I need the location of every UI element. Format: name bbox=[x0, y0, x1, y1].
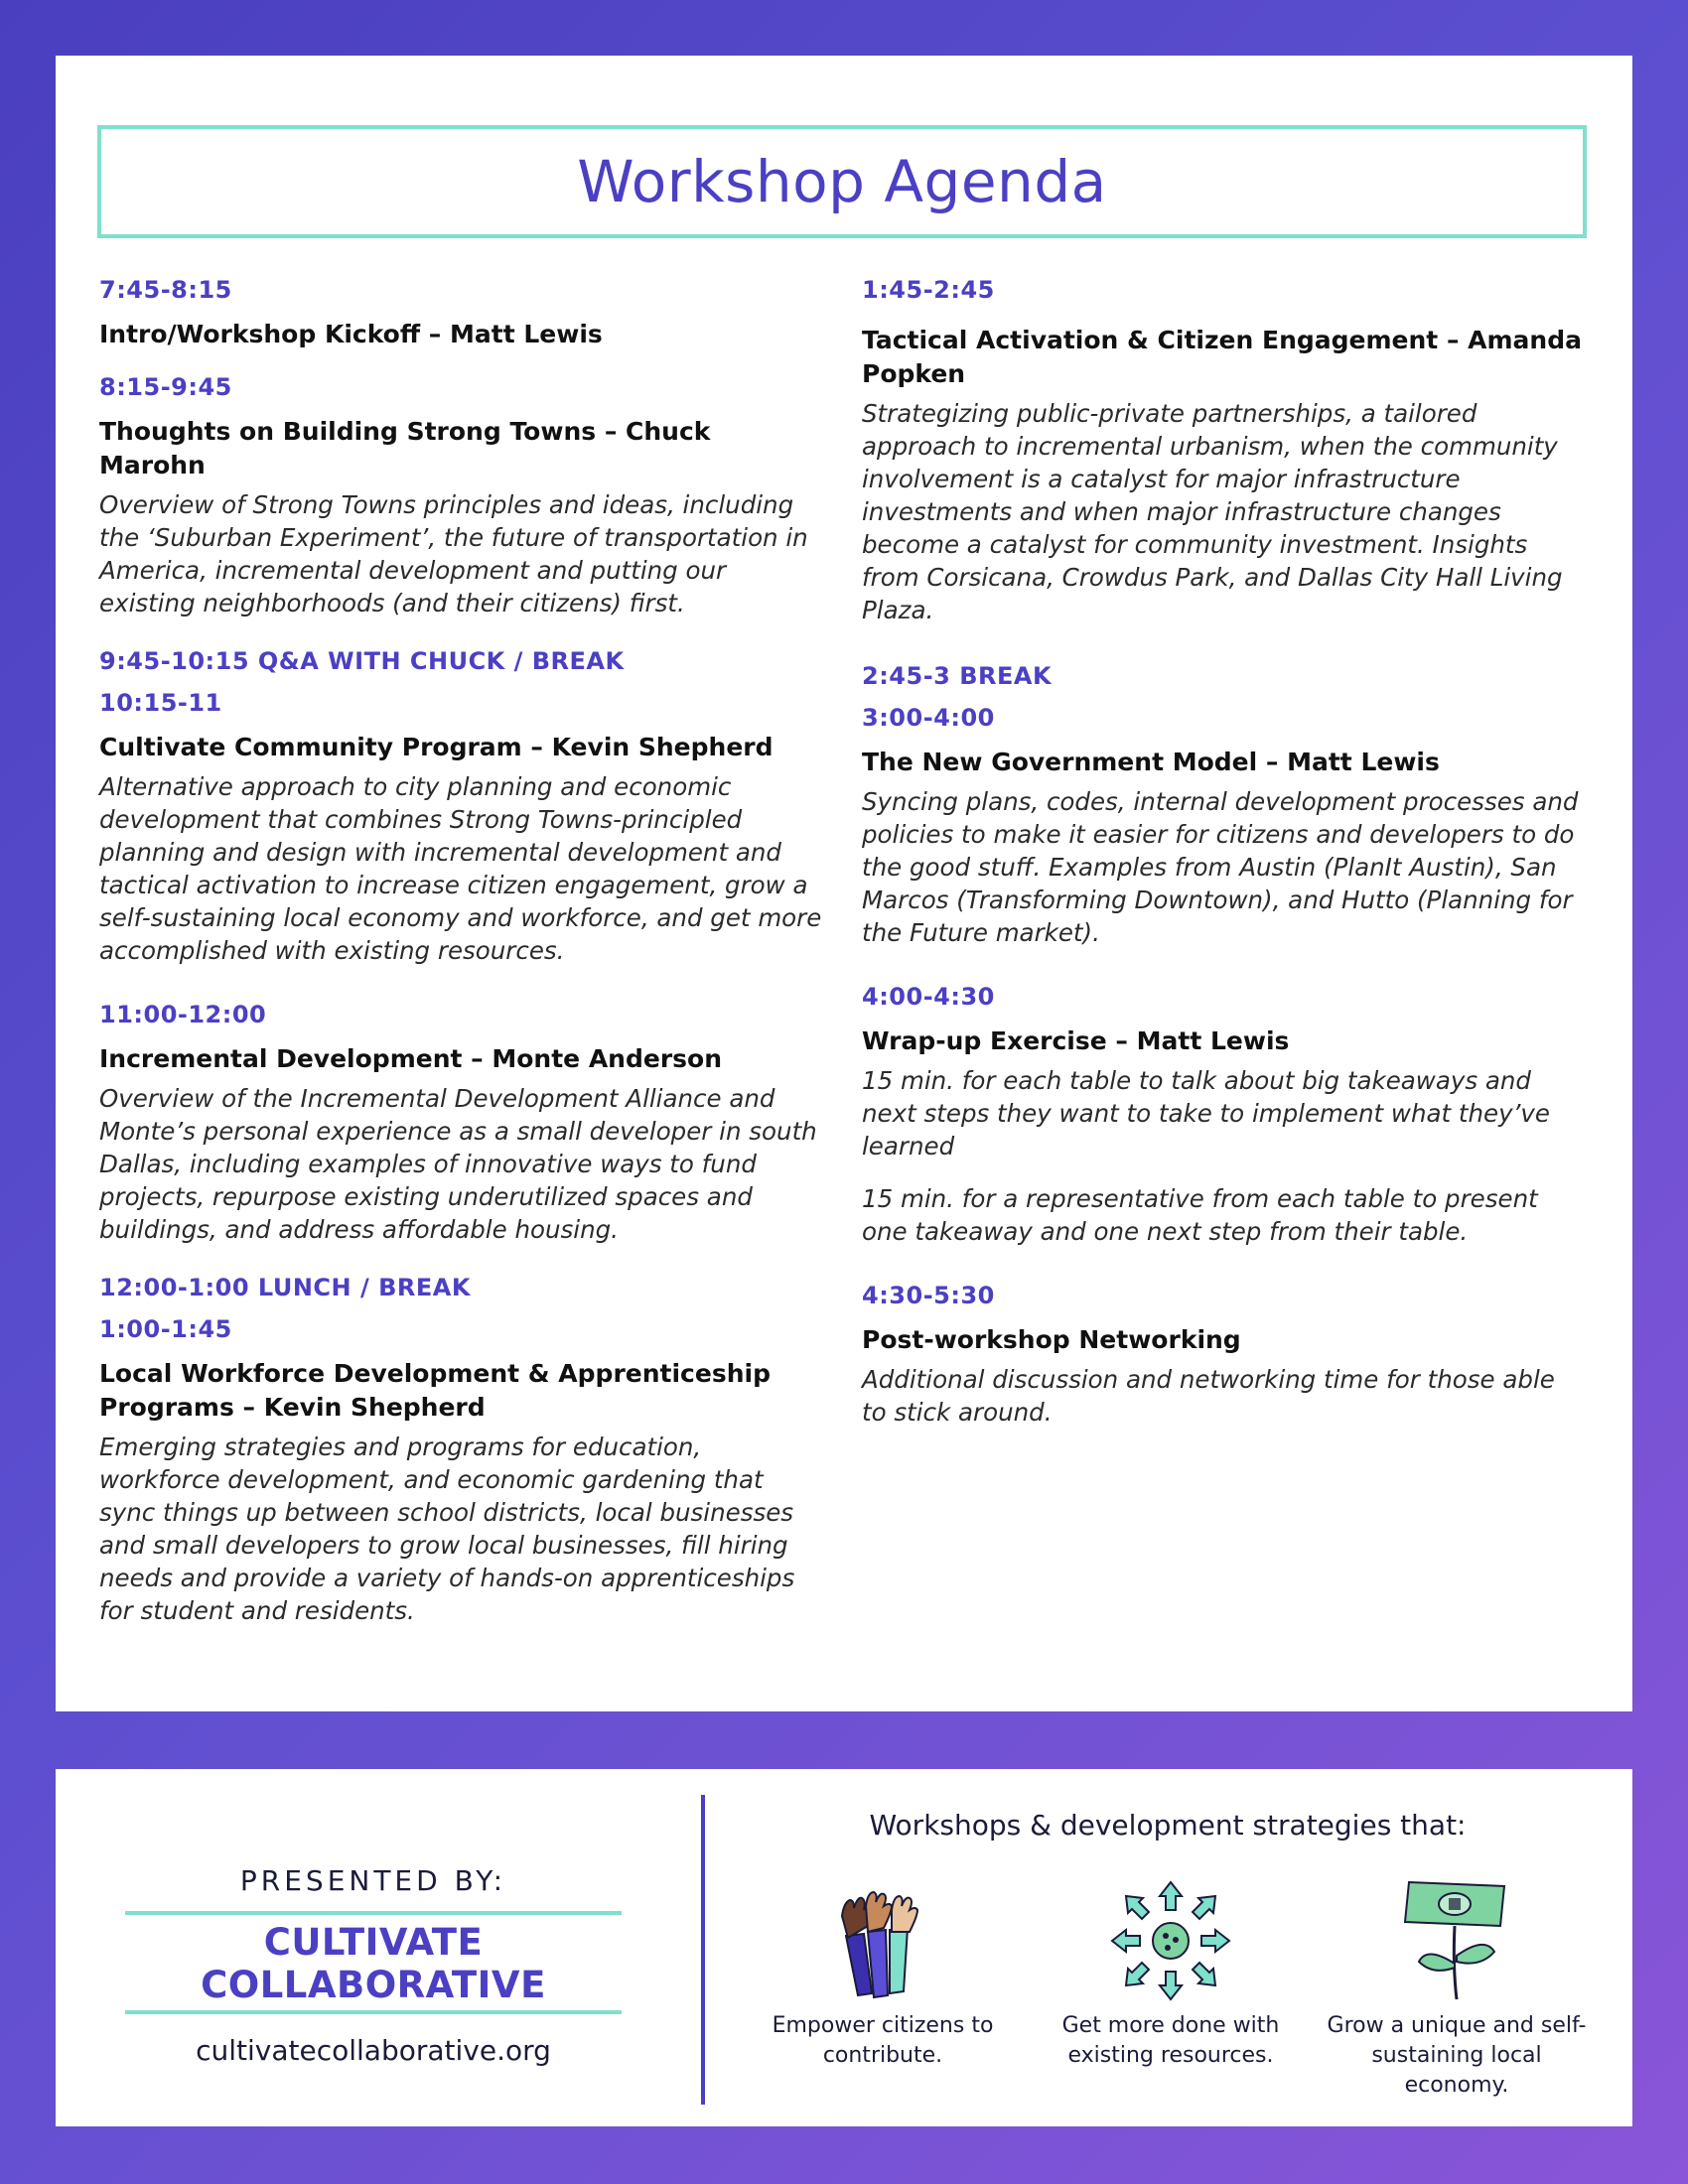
agenda-description: Emerging strategies and programs for education, workforce development, and economic gardening that sync things up between school districts, local businesses and small developers to grow local businesses, fill hiring needs and provide a variety of hands-on apprenticeships for student and residents. bbox=[99, 1433, 795, 1625]
money-plant-icon bbox=[1397, 1876, 1516, 2005]
agenda-heading: Incremental Development – Monte Anderson bbox=[99, 1044, 723, 1073]
agenda-heading: Thoughts on Building Strong Towns – Chuck Marohn bbox=[99, 417, 711, 479]
agenda-item bbox=[862, 983, 1587, 1248]
agenda-description: Strategizing public-private partnerships, a tailored approach to incremental urbanism, when the community involvement is a catalyst for major infrastructure investments and when major infrastructure changes become a catalyst for community investment. Insights from Corsicana, Crowdus Park, and Dallas City Hall Living Plaza. bbox=[862, 399, 1563, 624]
radiating-arrows-icon bbox=[1106, 1876, 1235, 2005]
agenda-item bbox=[862, 662, 1587, 690]
strategy-grow bbox=[1323, 1876, 1591, 2101]
title-box bbox=[97, 125, 1587, 238]
agenda-time: 7:45-8:15 bbox=[99, 276, 232, 304]
footer-card bbox=[56, 1769, 1632, 2126]
agenda-description: Syncing plans, codes, internal development processes and policies to make it easier for citizens and developers to do the good stuff. Examples from Austin (PlanIt Austin), San Marcos (Transforming Downtown), and Hutto (Planning for the Future market). bbox=[862, 787, 1579, 947]
agenda-item bbox=[862, 1282, 1587, 1429]
agenda-heading: Post-workshop Networking bbox=[862, 1325, 1241, 1354]
raised-hands-icon bbox=[828, 1876, 937, 2005]
agenda-time: 3:00-4:00 bbox=[862, 704, 995, 732]
agenda-description: Additional discussion and networking time for those able to stick around. bbox=[862, 1365, 1555, 1427]
agenda-item bbox=[862, 276, 1587, 626]
strategy-caption: Grow a unique and self-sustaining local economy. bbox=[1327, 2013, 1587, 2098]
agenda-item bbox=[99, 1274, 824, 1301]
footer-divider bbox=[701, 1795, 705, 2105]
strategy-resources bbox=[1037, 1876, 1305, 2071]
agenda-card bbox=[56, 56, 1632, 1711]
agenda-item bbox=[99, 1001, 824, 1246]
strategy-caption: Get more done with existing resources. bbox=[1061, 2013, 1280, 2068]
agenda-heading: Wrap-up Exercise – Matt Lewis bbox=[862, 1026, 1290, 1055]
agenda-time: 8:15-9:45 bbox=[99, 373, 232, 401]
agenda-time: 11:00-12:00 bbox=[99, 1001, 267, 1028]
presented-by-label: PRESENTED BY: bbox=[239, 1864, 507, 1897]
agenda-description: Overview of the Incremental Development Alliance and Monte’s personal experience as a small developer in south Dallas, including examples of innovative ways to fund projects, repurpose existing underutilized spaces and buildings, and address affordable housing. bbox=[99, 1084, 817, 1244]
agenda-time: 1:45-2:45 bbox=[862, 276, 995, 304]
strategies-title: Workshops & development strategies that: bbox=[869, 1809, 1467, 1842]
agenda-description: 15 min. for each table to talk about big takeaways and next steps they want to take to implement what they’ve learned bbox=[862, 1066, 1550, 1160]
agenda-break: 12:00-1:00 LUNCH / BREAK bbox=[99, 1274, 471, 1301]
agenda-item bbox=[862, 704, 1587, 949]
agenda-heading: Tactical Activation & Citizen Engagement – Amanda Popken bbox=[862, 326, 1582, 388]
agenda-time: 4:00-4:30 bbox=[862, 983, 995, 1011]
agenda-item bbox=[99, 276, 824, 351]
agenda-right-column bbox=[862, 276, 1587, 1450]
agenda-heading: The New Government Model – Matt Lewis bbox=[862, 748, 1440, 776]
agenda-item bbox=[99, 1315, 824, 1627]
presented-by-block bbox=[125, 1864, 622, 2067]
agenda-left-column bbox=[99, 276, 824, 1649]
agenda-description-2: 15 min. for a representative from each table to present one takeaway and one next step from their table. bbox=[862, 1184, 1538, 1246]
agenda-heading: Intro/Workshop Kickoff – Matt Lewis bbox=[99, 320, 603, 348]
agenda-item bbox=[99, 373, 824, 619]
agenda-item bbox=[99, 689, 824, 967]
website-link[interactable]: cultivatecollaborative.org bbox=[196, 2034, 551, 2067]
agenda-time: 1:00-1:45 bbox=[99, 1315, 232, 1343]
agenda-time: 4:30-5:30 bbox=[862, 1282, 995, 1309]
agenda-description: Alternative approach to city planning and economic development that combines Strong Towns-principled planning and design with incremental development and tactical activation to increase citizen engagement, grow a self-sustaining local economy and workforce, and get more accomplished with existing resources. bbox=[99, 772, 822, 965]
agenda-heading: Local Workforce Development & Apprenticeship Programs – Kevin Shepherd bbox=[99, 1359, 771, 1422]
agenda-time: 10:15-11 bbox=[99, 689, 222, 717]
agenda-break: 9:45-10:15 Q&A WITH CHUCK / BREAK bbox=[99, 647, 625, 675]
strategy-empower bbox=[749, 1876, 1017, 2071]
agenda-item bbox=[99, 647, 824, 675]
strategy-caption: Empower citizens to contribute. bbox=[772, 2013, 994, 2068]
agenda-heading: Cultivate Community Program – Kevin Shepherd bbox=[99, 733, 774, 761]
agenda-break: 2:45-3 BREAK bbox=[862, 662, 1053, 690]
brand-name: CULTIVATE COLLABORATIVE bbox=[125, 1911, 622, 2014]
page-title: Workshop Agenda bbox=[577, 148, 1107, 215]
agenda-description: Overview of Strong Towns principles and ideas, including the ‘Suburban Experiment’, the future of transportation in America, incremental development and putting our existing neighborhoods (and their citizens) first. bbox=[99, 490, 808, 617]
